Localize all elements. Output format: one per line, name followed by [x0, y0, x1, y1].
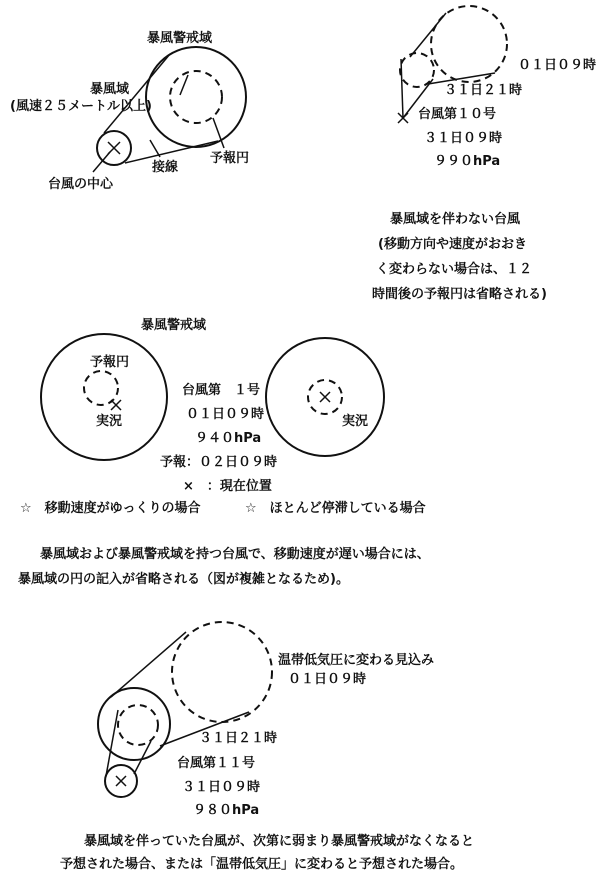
typhoon-name-label: 台風第１１号: [177, 756, 256, 771]
tangent-label: 接線: [152, 160, 179, 175]
pressure-label: ９８０hPa: [193, 803, 260, 818]
current-position-mark: [116, 776, 126, 786]
storm-area-label: 暴風域: [90, 82, 130, 97]
caption-stationary: ☆ ほとんど停滞している場合: [245, 501, 426, 516]
diagram-typhoon-anatomy: [10, 30, 249, 192]
storm-warning-area-label: 暴風警戒域: [147, 31, 213, 46]
connector-line-left: [401, 59, 403, 118]
diagram-weakening-typhoon: [60, 622, 474, 872]
tangent-line-top: [111, 632, 186, 697]
forecast-time-label: ０１日０９時: [518, 58, 597, 73]
typhoon-name-label: 台風第 １号: [182, 383, 261, 398]
diagram-slow-typhoon: [20, 317, 426, 516]
caption-line-4: 時間後の予報円は省略される): [372, 287, 547, 302]
storm-area-note-label: (風速２５メートル以上): [10, 99, 152, 114]
tangent-leader-line: [150, 140, 160, 157]
forecast-circle-small: [400, 53, 434, 87]
storm-area-leader-line: [180, 75, 188, 95]
caption-line-2: 予想された場合、または「温帯低気圧」に変わると予想された場合。: [60, 857, 464, 872]
pressure-label: ９４０hPa: [195, 431, 262, 446]
actual-label-left: 実況: [96, 414, 123, 429]
center-leader-line: [93, 152, 110, 172]
caption-line-2: (移動方向や速度がおおき: [378, 237, 527, 252]
current-position-mark-right: [320, 392, 330, 402]
pressure-label: ９９０hPa: [434, 154, 501, 169]
forecast-time-label: ０１日０９時: [288, 672, 367, 687]
forecast-circle-label: 予報円: [210, 151, 250, 166]
current-time-label: ０１日０９時: [186, 407, 265, 422]
typhoon-name-label: 台風第１０号: [418, 107, 497, 122]
current-position-mark-left: [111, 400, 121, 410]
caption-line-3: く変わらない場合は、１２: [376, 262, 533, 277]
extratropical-forecast-circle: [172, 622, 272, 722]
storm-warning-area-circle: [146, 47, 246, 147]
tangent-line-top: [410, 13, 446, 57]
note-line-1: 暴風域および暴風警戒域を持つ台風で、移動速度が遅い場合には、: [40, 547, 430, 562]
forecast-circle-left: [84, 371, 118, 405]
current-position-legend: × ：現在位置: [183, 479, 272, 494]
actual-label-right: 実況: [342, 414, 369, 429]
note-paragraph: [18, 546, 430, 587]
extratropical-label: 温帯低気圧に変わる見込み: [278, 653, 435, 668]
forecast-circle-label: 予報円: [90, 355, 130, 370]
mid-time-label: ３１日２１時: [444, 83, 523, 98]
caption-line-1: 暴風域を伴わない台風: [390, 212, 521, 227]
note-line-2: 暴風域の円の記入が省略される（図が複雑となるため)。: [18, 572, 349, 587]
current-time-label: ３１日０９時: [182, 780, 261, 795]
mid-time-label: ３１日２１時: [199, 731, 278, 746]
storm-warning-area-circle: [98, 688, 170, 760]
typhoon-center-label: 台風の中心: [48, 177, 114, 192]
forecast-time-label: 予報：０２日０９時: [160, 455, 278, 470]
storm-warning-area-circle-left: [41, 334, 167, 460]
current-time-label: ３１日０９時: [424, 131, 503, 146]
forecast-circle: [118, 705, 158, 745]
storm-warning-area-label: 暴風警戒域: [141, 318, 207, 333]
caption-line-1: 暴風域を伴っていた台風が、次第に弱まり暴風警戒域がなくなると: [84, 834, 475, 849]
caption-slow-moving: ☆ 移動速度がゆっくりの場合: [20, 501, 201, 516]
diagram-no-storm-area: [372, 6, 596, 302]
forecast-circle: [170, 71, 222, 123]
